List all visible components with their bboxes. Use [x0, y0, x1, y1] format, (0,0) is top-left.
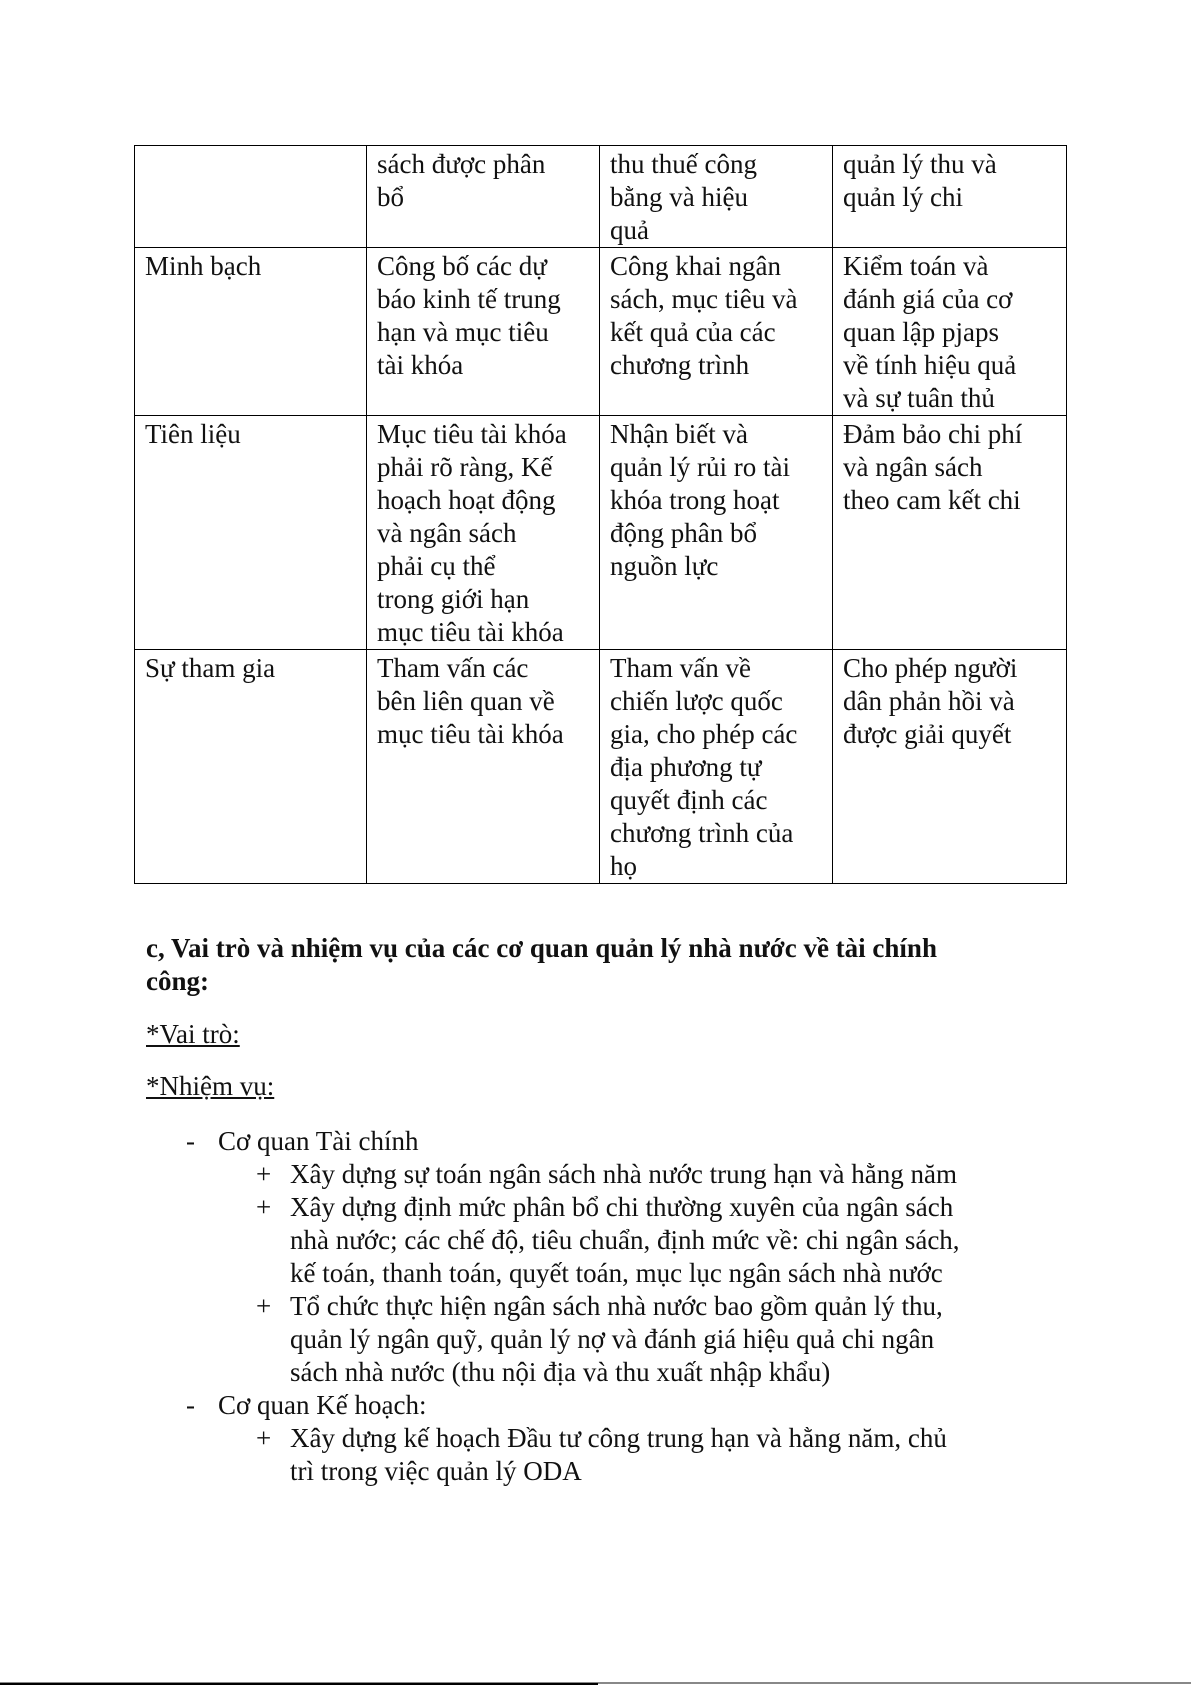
section-heading [146, 932, 937, 998]
cell-line: động phân bổ [610, 518, 757, 548]
table-row [135, 650, 1067, 884]
cell-line: Nhận biết và [610, 419, 748, 449]
cell-line: nguồn lực [610, 551, 719, 581]
cell-line: Mục tiêu tài khóa [377, 419, 567, 449]
cell-line: Tham vấn các [377, 653, 529, 683]
cell-line: Tiên liệu [145, 419, 241, 449]
principles-table [134, 145, 1067, 884]
cell-line: họ [610, 851, 637, 881]
cell-line: gia, cho phép các [610, 719, 798, 749]
cell-line: Công khai ngân [610, 251, 781, 281]
cell-line: Kiểm toán và [843, 251, 989, 281]
sub-item-line: Xây dựng kế hoạch Đầu tư công trung hạn và hằng năm, chủ [290, 1423, 947, 1453]
table-cell [135, 650, 367, 884]
table-cell [367, 650, 600, 884]
table-cell [135, 248, 367, 416]
cell-line: khóa trong hoạt [610, 485, 780, 515]
plus-bullet: + [256, 1291, 272, 1321]
table-row [135, 248, 1067, 416]
cell-line: tài khóa [377, 350, 464, 380]
cell-line: được giải quyết [843, 719, 1012, 749]
cell-line: phải cụ thể [377, 551, 496, 581]
cell-line: địa phương tự [610, 752, 762, 782]
table-cell [600, 650, 833, 884]
cell-line: mục tiêu tài khóa [377, 617, 564, 647]
table-cell [135, 416, 367, 650]
cell-line: sách được phân [377, 149, 546, 179]
nhiem-vu-label: *Nhiệm vụ: [146, 1071, 275, 1101]
sub-item-line: quản lý ngân quỹ, quản lý nợ và đánh giá hiệu quả chi ngân [290, 1324, 935, 1354]
cell-line: chương trình của [610, 818, 794, 848]
cell-line: quả [610, 215, 649, 245]
cell-line: phải rõ ràng, Kế [377, 452, 553, 482]
cell-line: về tính hiệu quả [843, 350, 1017, 380]
cell-line: theo cam kết chi [843, 485, 1021, 515]
cell-line: quyết định các [610, 785, 768, 815]
cell-line: Sự tham gia [145, 653, 276, 683]
cell-line: dân phản hồi và [843, 686, 1015, 716]
dash-bullet: - [186, 1390, 195, 1420]
cell-line: hoạch hoạt động [377, 485, 556, 515]
cell-line: Công bố các dự [377, 251, 547, 281]
cell-line: quan lập pjaps [843, 317, 999, 347]
cell-line: quản lý thu và [843, 149, 997, 179]
plus-bullet: + [256, 1423, 272, 1453]
cell-line: bằng và hiệu [610, 182, 748, 212]
cell-line: quản lý chi [843, 182, 963, 212]
table-cell [833, 650, 1067, 884]
cell-line: quản lý rủi ro tài [610, 452, 790, 482]
heading-line: công: [146, 966, 209, 996]
cell-line: Tham vấn về [610, 653, 751, 683]
sub-item-line: nhà nước; các chế độ, tiêu chuẩn, định mức về: chi ngân sách, [290, 1225, 960, 1255]
cell-line: thu thuế công [610, 149, 757, 179]
dash-bullet: - [186, 1126, 195, 1156]
sub-item-line: Xây dựng sự toán ngân sách nhà nước trung hạn và hằng năm [290, 1159, 958, 1189]
cell-line: chương trình [610, 350, 750, 380]
table-row [135, 416, 1067, 650]
cell-line: trong giới hạn [377, 584, 530, 614]
sub-item-line: Tổ chức thực hiện ngân sách nhà nước bao gồm quản lý thu, [290, 1291, 943, 1321]
sub-item-line: trì trong việc quản lý ODA [290, 1456, 582, 1486]
cell-line: Minh bạch [145, 251, 262, 281]
list-item-label: Cơ quan Kế hoạch: [218, 1390, 427, 1420]
cell-line: mục tiêu tài khóa [377, 719, 564, 749]
table-cell [600, 146, 833, 248]
sub-item-line: sách nhà nước (thu nội địa và thu xuất nhập khẩu) [290, 1357, 831, 1387]
vai-tro-label: *Vai trò: [146, 1019, 240, 1049]
heading-line: c, Vai trò và nhiệm vụ của các cơ quan quản lý nhà nước về tài chính [146, 933, 937, 963]
table-row [135, 146, 1067, 248]
table-cell [367, 416, 600, 650]
plus-bullet: + [256, 1159, 272, 1189]
cell-line: sách, mục tiêu và [610, 284, 798, 314]
sub-item-line: Xây dựng định mức phân bổ chi thường xuyên của ngân sách [290, 1192, 954, 1222]
cell-line: Đảm bảo chi phí [843, 419, 1023, 449]
cell-line: và ngân sách [843, 452, 983, 482]
cell-line: bên liên quan về [377, 686, 555, 716]
cell-line: đánh giá của cơ [843, 284, 1013, 314]
cell-line: hạn và mục tiêu [377, 317, 549, 347]
table-cell [600, 248, 833, 416]
cell-line: và sự tuân thủ [843, 383, 995, 413]
cell-line: kết quả của các [610, 317, 776, 347]
cell-line: báo kinh tế trung [377, 284, 561, 314]
table-cell [833, 146, 1067, 248]
cell-line: và ngân sách [377, 518, 517, 548]
table-cell [135, 146, 367, 248]
cell-line: chiến lược quốc [610, 686, 783, 716]
list-item-label: Cơ quan Tài chính [218, 1126, 419, 1156]
sub-item-line: kế toán, thanh toán, quyết toán, mục lục ngân sách nhà nước [290, 1258, 943, 1288]
table-cell [600, 416, 833, 650]
table-cell [367, 248, 600, 416]
table-cell [367, 146, 600, 248]
table-cell [833, 248, 1067, 416]
cell-line: bổ [377, 182, 404, 212]
plus-bullet: + [256, 1192, 272, 1222]
table-cell [833, 416, 1067, 650]
cell-line: Cho phép người [843, 653, 1018, 683]
